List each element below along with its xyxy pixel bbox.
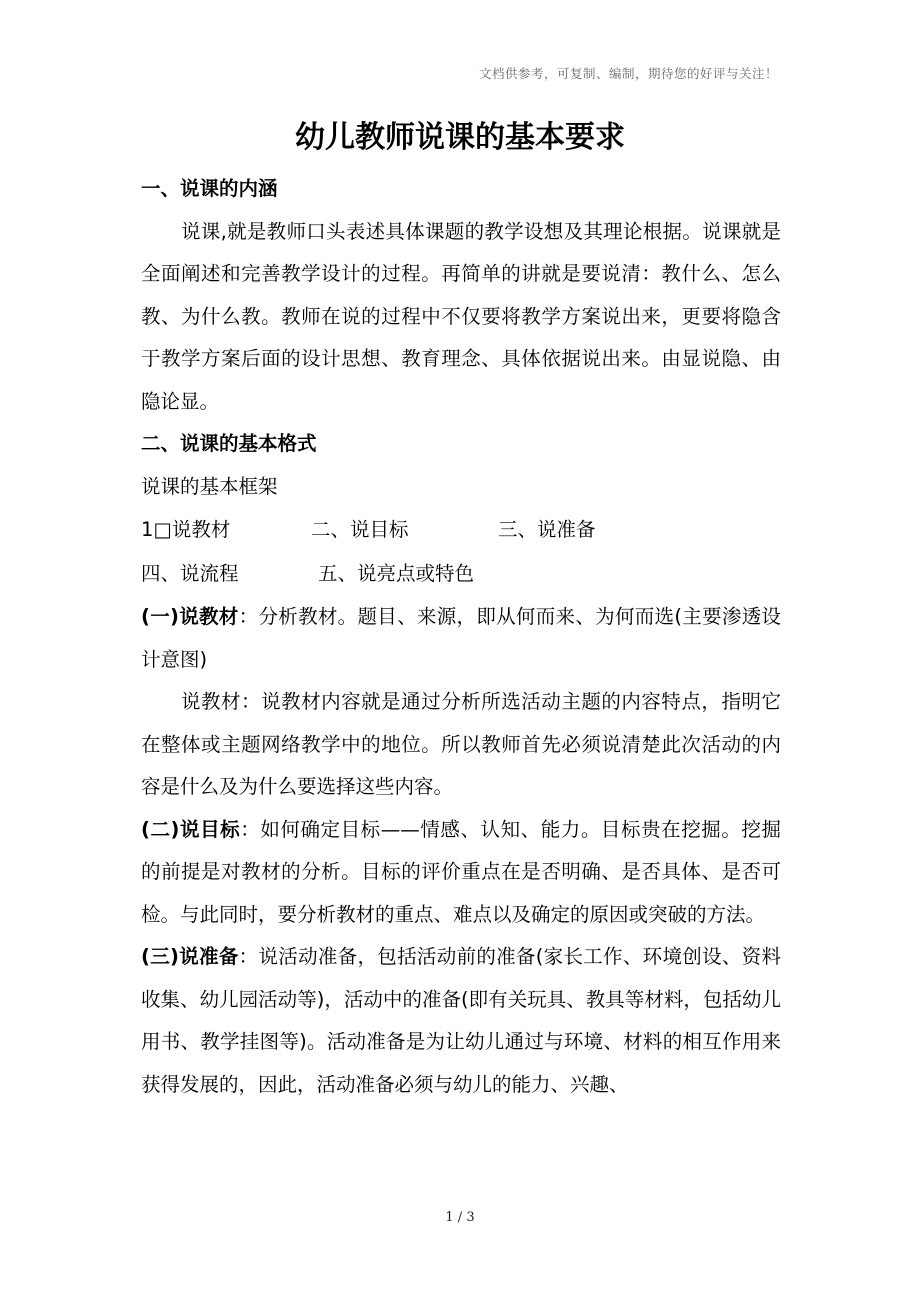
framework-item-1: 1□说教材 (141, 518, 231, 541)
item-1-detail: 说教材：说教材内容就是通过分析所选活动主题的内容特点，指明它在整体或主题网络教学中的地位。所以教师首先必须说清楚此次活动的内容是什么及为什么要选择这些内容。 (141, 690, 781, 798)
item-2-paragraph (141, 809, 781, 937)
framework-row-2 (141, 552, 781, 596)
item-3-text: ：说活动准备，包括活动前的准备(家长工作、环境创设、资料收集、幼儿园活动等)，活动中的准备(即有关玩具、教具等材料，包括幼儿用书、教学挂图等)。活动准备是为让幼儿通过与环境、材料的相互作用来获得发展的，因此，活动准备必须与幼儿的能力、兴趣、 (141, 945, 781, 1096)
item-1-paragraph (141, 596, 781, 681)
page-number: 1 / 3 (445, 1210, 475, 1225)
framework-item-5: 五、说亮点或特色 (318, 562, 475, 585)
document-title: 幼儿教师说课的基本要求 (295, 120, 625, 155)
item-1-lead: (一)说教材 (141, 605, 239, 628)
section-1-paragraph: 说课,就是教师口头表述具体课题的教学设想及其理论根据。说课就是全面阐述和完善教学设计的过程。再简单的讲就是要说清：教什么、怎么教、为什么教。教师在说的过程中不仅要将教学方案说出来，更要将隐含于教学方案后面的设计思想、教育理念、具体依据说出来。由显说隐、由隐论显。 (141, 219, 781, 413)
framework-item-2: 二、说目标 (311, 518, 409, 541)
item-3-paragraph (141, 936, 781, 1106)
document-body (141, 170, 781, 1106)
section-heading-1: 一、说课的内涵 (141, 177, 278, 200)
item-2-lead: (二)说目标 (141, 817, 241, 841)
framework-item-3: 三、说准备 (498, 518, 596, 541)
item-3-lead: (三)说准备 (141, 945, 239, 968)
framework-row-1 (141, 508, 781, 552)
item-1-text: ：分析教材。题目、来源，即从何而来、为何而选(主要渗透设计意图) (141, 605, 781, 671)
item-2-text: ：如何确定目标——情感、认知、能力。目标贵在挖掘。挖掘的前提是对教材的分析。目标的评价重点在是否明确、是否具体、是否可检。与此同时，要分析教材的重点、难点以及确定的原因或突破的方法。 (141, 817, 781, 926)
framework-item-4: 四、说流程 (141, 562, 239, 585)
framework-label: 说课的基本框架 (141, 474, 278, 498)
header-note: 文档供参考，可复制、编制，期待您的好评与关注！ (478, 66, 778, 81)
section-heading-2: 二、说课的基本格式 (141, 432, 317, 455)
